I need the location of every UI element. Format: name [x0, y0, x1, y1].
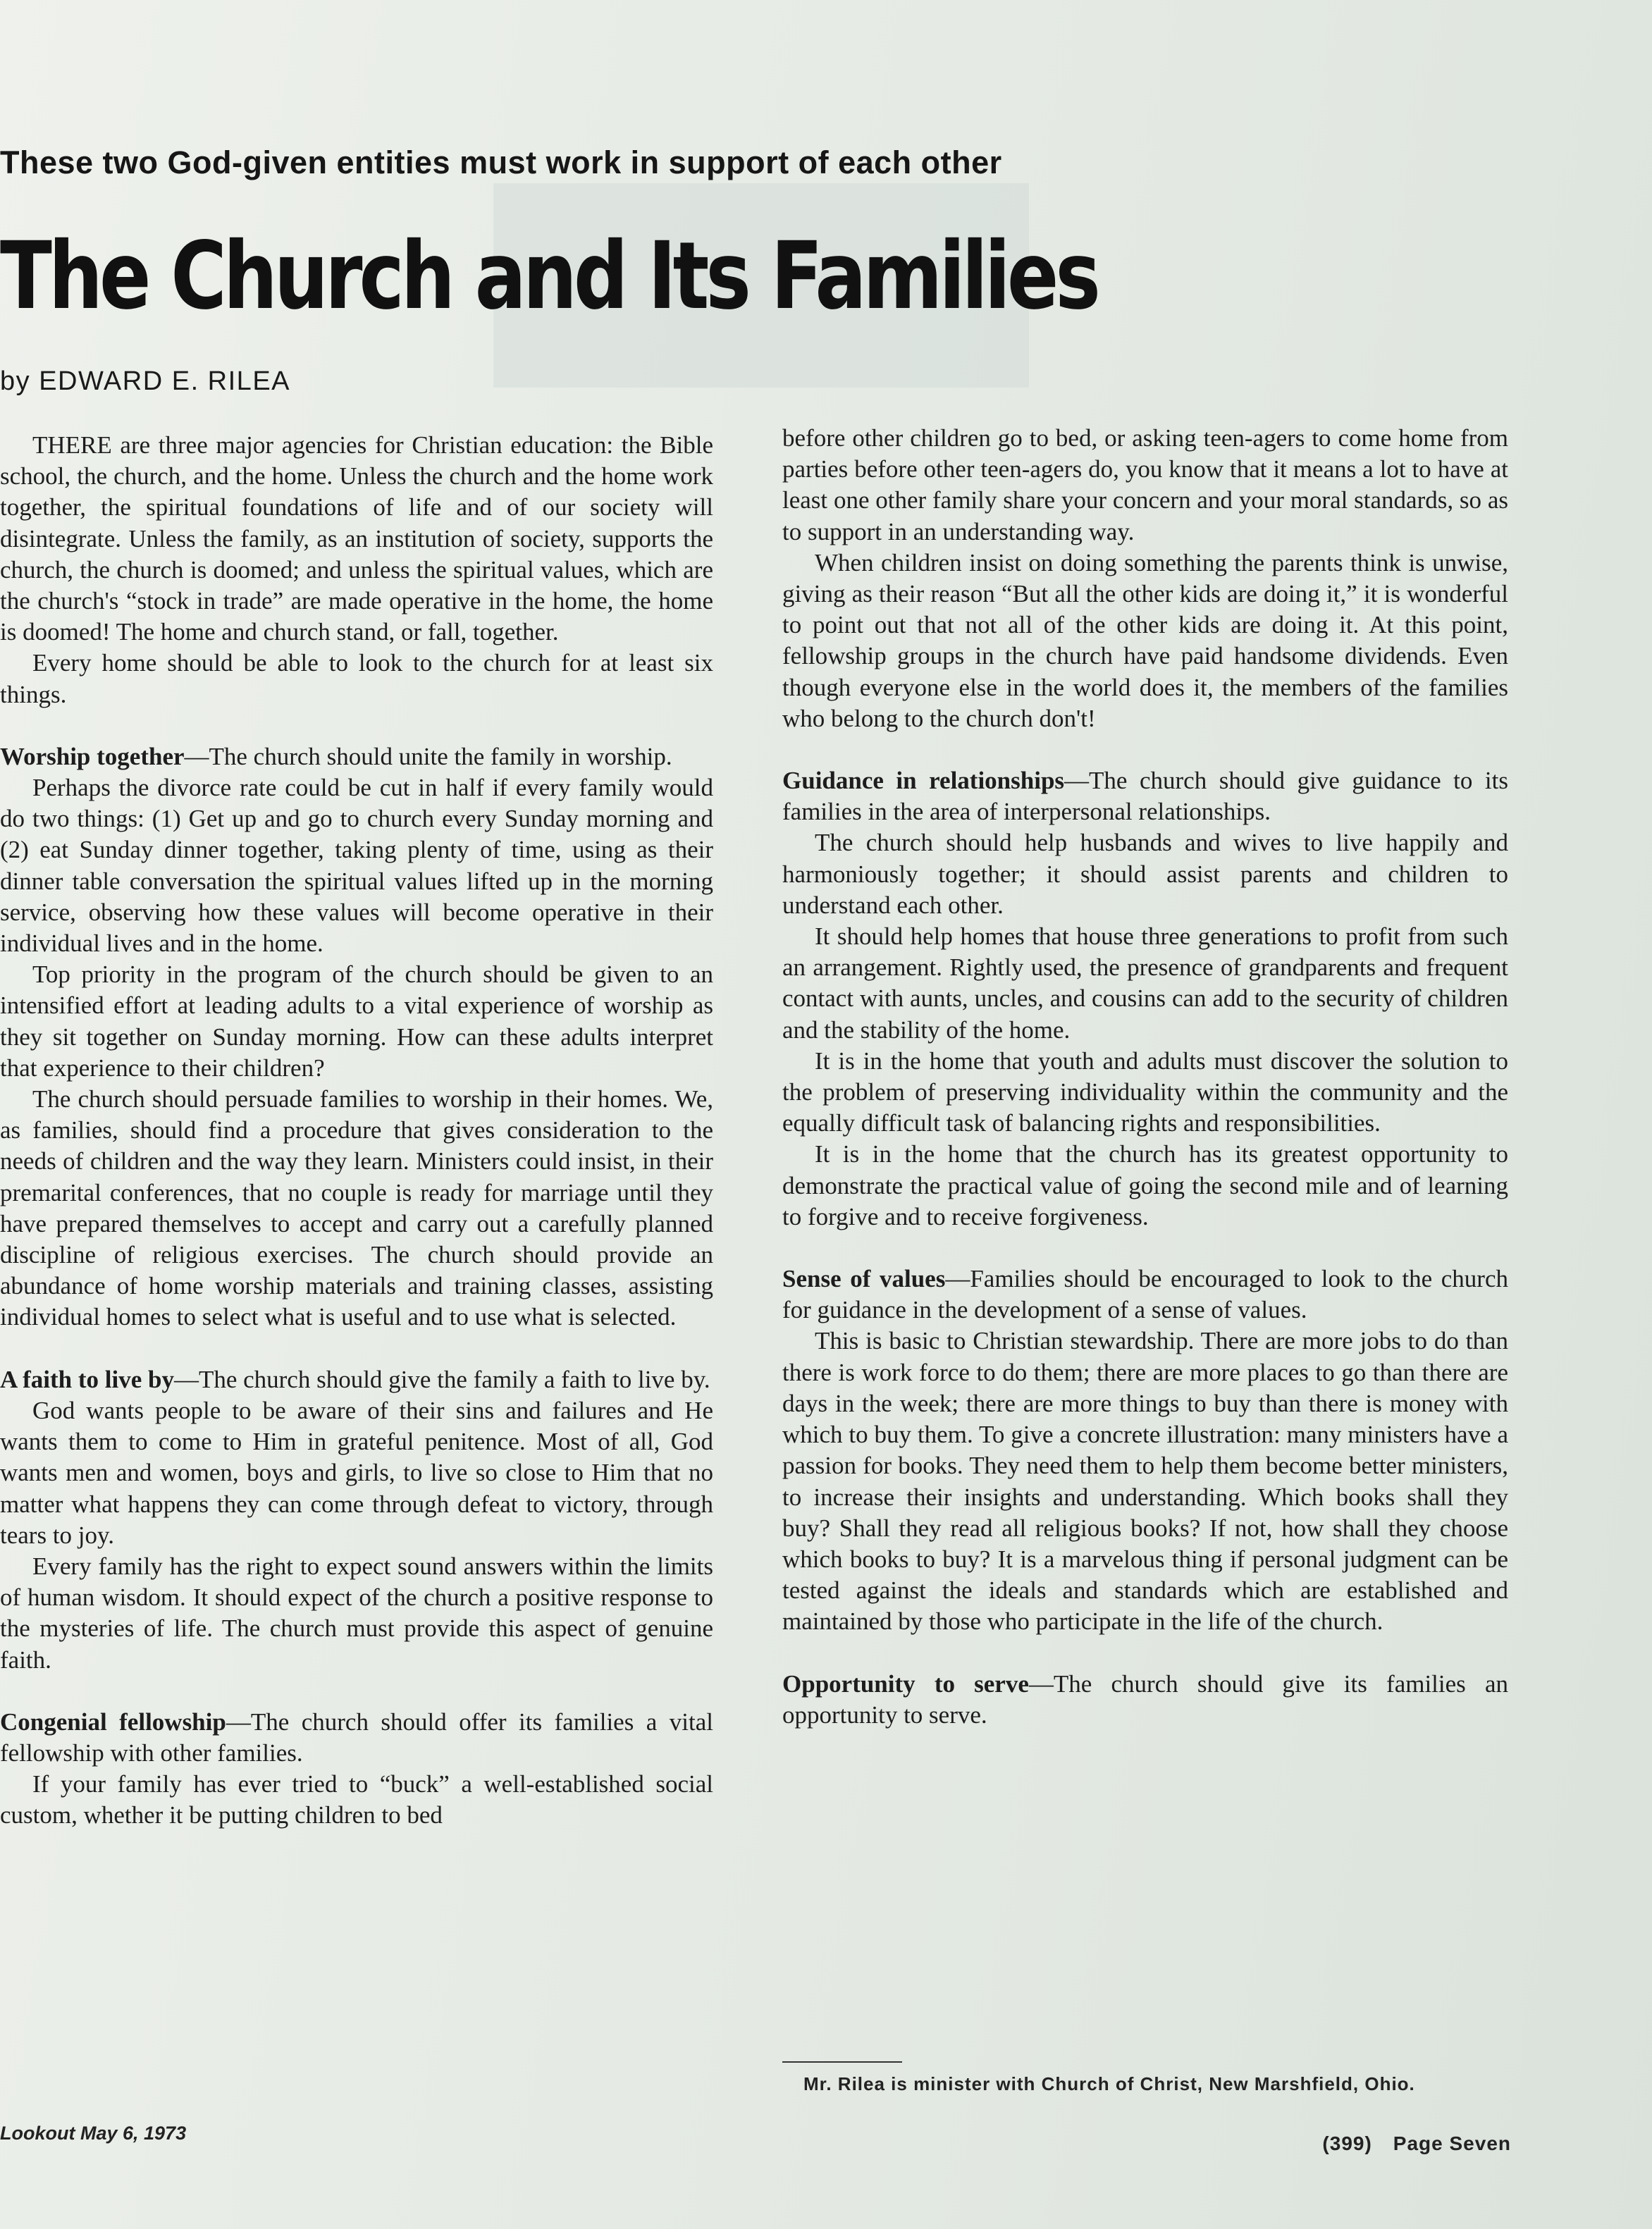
section-lead-text: —The church should give guidance to its families in the area of interpersonal relationships. — [782, 767, 1508, 826]
folio-date: Lookout May 6, 1973 — [0, 2123, 187, 2144]
body-paragraph: The church should help husbands and wives to live happily and harmoniously together; it should assist parents and children to understand each other. — [782, 829, 1508, 919]
section-serve-lead — [782, 1669, 1508, 1731]
section-heading-values: Sense of values — [782, 1265, 946, 1293]
section-heading-fellowship: Congenial fellowship — [0, 1708, 226, 1736]
issue-number: (399) — [1322, 2132, 1372, 2154]
body-paragraph: When children insist on doing something the parents think is unwise, giving as their reason “But all the other kids are doing it,” it is wonderful to point out that not all of the other kids are doing it. At this point, fellowship groups in the church have paid handsome dividends. Even though everyone else in the world does it, the members of the families who belong to the church don't! — [782, 548, 1508, 732]
section-heading-serve: Opportunity to serve — [782, 1669, 1029, 1698]
body-paragraph: It is in the home that youth and adults must discover the solution to the problem of preserving individuality within the community and the equally difficult task of balancing rights and responsibilities. — [782, 1046, 1508, 1137]
footnote-divider — [782, 2061, 902, 2063]
section-lead-text: —The church should give the family a faith to live by. — [173, 1365, 710, 1393]
article-title: The Church and Its Families — [0, 222, 1097, 331]
right-column — [782, 423, 1508, 1731]
body-paragraph: Top priority in the program of the church should be given to an intensified effort at leading adults to a vital experience of worship as they sit together on Sunday morning. How can these adults interpret that experience to their children? — [0, 961, 713, 1082]
body-paragraph: It is in the home that the church has its greatest opportunity to demonstrate the practical value of going the second mile and of learning to forgive and to receive forgiveness. — [782, 1140, 1508, 1230]
section-heading-guidance: Guidance in relationships — [782, 767, 1065, 795]
article-byline: by EDWARD E. RILEA — [0, 366, 291, 396]
section-worship-lead — [0, 741, 713, 772]
body-paragraph: The church should persuade families to worship in their homes. We, as families, should find a procedure that gives consideration to the needs of children and the way they learn. Ministers could insist, in their premarital conferences, that no couple is ready for marriage until they have prepared themselves to accept and carry out a carefully planned discipline of religious exercises. The church should provide an abundance of home worship materials and training classes, assisting individual homes to select what is useful and to use what is selected. — [0, 1085, 713, 1331]
section-faith-lead — [0, 1364, 713, 1395]
section-lead-text: —Families should be encouraged to look to the church for guidance in the development of a sense of values. — [782, 1265, 1508, 1324]
intro-paragraph: Every home should be able to look to the church for at least six things. — [0, 649, 713, 708]
section-guidance-lead — [782, 765, 1508, 827]
body-paragraph: Every family has the right to expect sound answers within the limits of human wisdom. It should expect of the church a positive response to the mysteries of life. The church must provide this aspect of genuine faith. — [0, 1552, 713, 1674]
body-paragraph: This is basic to Christian stewardship. There are more jobs to do than there is work force to do them; there are more places to go than there are days in the week; there are more things to buy than there is money with which to buy them. To give a concrete illustration: many ministers have a passion for books. They need them to help them become better ministers, to increase their insights and understanding. Which books shall they buy? Shall they read all religious books? If not, how shall they choose which books to buy? It is a marvelous thing if personal judgment can be tested against the ideals and standards which are established and maintained by those who participate in the life of the church. — [782, 1327, 1508, 1636]
section-heading-faith: A faith to live by — [0, 1365, 174, 1393]
section-values-lead — [782, 1264, 1508, 1326]
body-paragraph: If your family has ever tried to “buck” a well-established social custom, whether it be putting children to bed — [0, 1770, 713, 1829]
section-lead-text: —The church should offer its families a vital fellowship with other families. — [0, 1708, 713, 1767]
section-lead-text: —The church should give its families an opportunity to serve. — [782, 1669, 1508, 1729]
body-paragraph: Perhaps the divorce rate could be cut in half if every family would do two things: (1) Get up and go to church every Sunday morning and (2) eat Sunday dinner together, taking plenty of time, using as their dinner table conversation the spiritual values lifted up in the morning service, observing how these values will become operative in their individual lives and in the home. — [0, 774, 713, 958]
folio-page — [1322, 2132, 1511, 2155]
body-paragraph: It should help homes that house three generations to profit from such an arrangement. Rightly used, the presence of grandparents and frequent contact with aunts, uncles, and cousins can add to the security of children and the stability of the home. — [782, 922, 1508, 1044]
section-heading-worship: Worship together — [0, 742, 185, 770]
article-kicker: These two God-given entities must work in support of each other — [0, 144, 1002, 180]
left-column — [0, 430, 713, 1832]
section-fellowship-lead — [0, 1707, 713, 1769]
intro-paragraph: THERE are three major agencies for Christian education: the Bible school, the church, and the home. Unless the church and the home work together, the spiritual foundations of life and of our society will disintegrate. Unless the family, as an institution of society, supports the church, the church is doomed; and unless the spiritual values, which are the church's “stock in trade” are made operative in the home, the home is doomed! The home and church stand, or fall, together. — [0, 431, 713, 646]
author-footnote: Mr. Rilea is minister with Church of Christ, New Marshfield, Ohio. — [803, 2073, 1415, 2094]
body-paragraph: God wants people to be aware of their sins and failures and He wants them to come to Him in grateful penitence. Most of all, God wants men and women, boys and girls, to live so close to Him that no matter what happens they can come through defeat to victory, through tears to joy. — [0, 1396, 713, 1549]
page-number: Page Seven — [1393, 2132, 1511, 2154]
section-lead-text: —The church should unite the family in worship. — [184, 742, 672, 770]
body-paragraph-continued: before other children go to bed, or asking teen-agers to come home from parties before other teen-agers do, you know that it means a lot to have at least one other family share your concern and your moral standards, so as to support in an understanding way. — [782, 424, 1508, 545]
